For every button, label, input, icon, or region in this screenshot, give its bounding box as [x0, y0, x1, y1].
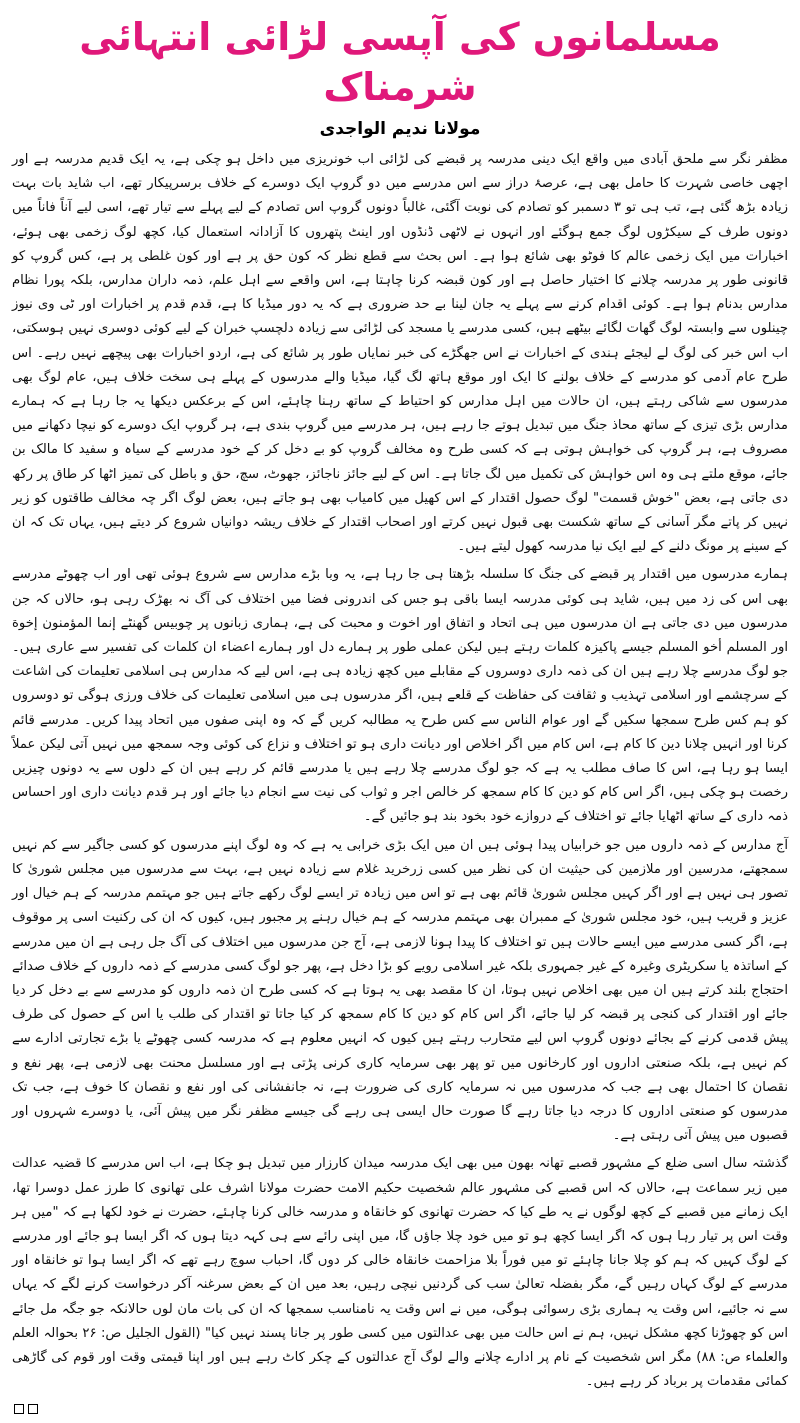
- article-paragraph: ہمارے مدرسوں میں اقتدار پر قبضے کی جنگ کا سلسلہ بڑھتا ہی جا رہا ہے، یہ وبا بڑے مدارس سے شروع ہوئی تھی اور اب چھوٹے مدرسے بھی اس کی زد میں ہیں، شاید ہی کوئی مدرسہ ایسا باقی ہو جس کی اندرونی فضا میں اختلاف کی آگ نہ بھڑک رہی ہو، حالاں کہ جن مدرسوں میں دی جاتی ہے ان مدرسوں میں ہی اتحاد و اتفاق اور اخوت و محبت کی ہے، ہماری زبانوں پر چوبیس گھنٹے إنما المؤمنون إخوة اور المسلم أخو المسلم جیسے پاکیزہ کلمات رہتے ہیں لیکن عملی طور پر ہمارے دل اور ہمارے اعضاء ان کلمات کی تفسیر سے عاری ہیں۔ جو لوگ مدرسے چلا رہے ہیں ان کی ذمہ داری دوسروں کے مقابلے میں کچھ زیادہ ہی ہے، اس لیے کہ مدارس ہی اسلامی تعلیمات کی اشاعت کے سرچشمے اور اسلامی تہذیب و ثقافت کی حفاظت کے قلعے ہیں، اگر مدرسوں ہی میں اسلامی تعلیمات کی خلاف ورزی ہوگی تو دوسروں کو ہم کس طرح سمجھا سکیں گے اور عوام الناس سے کس طرح یہ مطالبہ کریں گے کہ وہ اپنی صفوں میں اتحاد پیدا کریں۔ مدرسے قائم کرنا اور انہیں چلانا دین کا کام ہے، اس کام میں اگر اخلاص اور دیانت داری ہو تو اختلاف و نزاع کی کوئی وجہ سمجھ میں نہیں آتی لیکن عملاً ایسا ہو رہا ہے، اس کا صاف مطلب یہ ہے کہ جو لوگ مدرسے چلا رہے ہیں یا مدرسے قائم کر رہے ہیں ان کے دلوں سے یہ دونوں چیزیں رخصت ہو چکی ہیں، اگر اس کام کو دین کا کام سمجھ کر خالص اجر و ثواب کی نیت سے انجام دیا جائے اور ہر قدم دیانت داری اور احساس ذمہ داری کے ساتھ اٹھایا جائے تو اختلاف کے دروازے خود بخود بند ہو جائیں گے۔: [12, 567, 788, 825]
- article-paragraph: مظفر نگر سے ملحق آبادی میں واقع ایک دینی مدرسہ پر قبضے کی لڑائی اب خونریزی میں داخل ہو چکی ہے، یہ ایک قدیم مدرسہ ہے اور اچھی خاصی شہرت کا حامل بھی ہے، عرصۂ دراز سے اس مدرسے میں دو گروپ ایک دوسرے کے خلاف برسرپیکار تھے، اب شاید بات بہت زیادہ بڑھ گئی ہے، تب ہی تو ۳ دسمبر کو تصادم کی نوبت آگئی، غالباً دونوں گروپ اس تصادم کے لیے پہلے سے تیار تھے، اسی لیے آناً فاناً میں دونوں طرف کے سیکڑوں لوگ جمع ہوگئے اور انہوں نے لاٹھی ڈنڈوں اور اینٹ پتھروں کا آزادانہ استعمال کیا، کچھ لوگ زخمی بھی ہوئے، اخبارات میں ایک زخمی عالم کا فوٹو بھی شائع ہوا ہے۔ اس بحث سے قطع نظر کہ کون حق پر ہے اور کون غلطی پر ہے، کس گروپ کو قانونی طور پر مدرسہ چلانے کا اختیار حاصل ہے اور کون قبضہ کرنا چاہتا ہے، اس واقعے سے اہل علم، ذمہ داران مدارس، بلکہ پورا نظام مدارس بدنام ہوا ہے۔ کوئی اقدام کرنے سے پہلے یہ جان لینا بے حد ضروری ہے کہ یہ دور میڈیا کا ہے، قدم قدم پر اخبارات اور ٹی وی نیوز چینلوں سے وابستہ لوگ گھات لگائے بیٹھے ہیں، کسی مدرسے یا مسجد کی لڑائی سے زیادہ دلچسپ خبران کے لیے کوئی دوسری نہیں ہوسکتی، اب اس خبر کی لوگ لے لیجئے ہندی کے اخبارات نے اس جھگڑے کی خبر نمایاں طور پر شائع کی ہے، اردو اخبارات بھی پیچھے نہیں رہے۔ اس طرح عام آدمی کو مدرسے کے خلاف بولنے کا ایک اور موقع ہاتھ لگ گیا، میڈیا والے مدرسوں کے پہلے ہی سخت خلاف ہیں، عام لوگ بھی مدرسوں سے شاکی رہتے ہیں، ان حالات میں اہل مدارس کو احتیاط کے ساتھ رہنا چاہئے، اس کے برعکس دیکھا یہ جا رہا ہے کہ ہمارے مدارس بڑی تیزی کے ساتھ محاذ جنگ میں تبدیل ہوتے جا رہے ہیں، ہر مدرسے میں گروپ بندی ہے، ہر گروپ ایک دوسرے کو نیچا دکھانے میں مصروف ہے، ہر گروپ کی خواہش ہوتی ہے کہ کسی طرح وہ مخالف گروپ کو بے دخل کر کے خود مدرسے کے سیاہ و سفید کا مالک بن جائے، موقع ملتے ہی وہ اس خواہش کی تکمیل میں لگ جاتا ہے۔ اس کے لیے جائز ناجائز، جھوٹ، سچ، حق و باطل کی تمیز اٹھا کر طاق پر رکھ دی جاتی ہے، بعض "خوش قسمت" لوگ حصول اقتدار کے اس کھیل میں کامیاب بھی ہو جاتے ہیں، بعض لوگ اگر چہ مخالف طاقتوں کو زیر نہیں کر پاتے مگر آسانی کے ساتھ شکست بھی قبول نہیں کرتے اور اصحاب اقتدار کے خلاف ریشہ دوانیاں شروع کر دیتے ہیں، یہاں تک کہ ان کے سینے پر مونگ دلنے کے لیے ایک نیا مدرسہ کھول لیتے ہیں۔: [12, 152, 789, 555]
- end-box-icon: [28, 1404, 38, 1414]
- article-paragraph: گذشتہ سال اسی ضلع کے مشہور قصبے تھانہ بھون میں بھی ایک مدرسہ میدان کارزار میں تبدیل ہو چکا ہے، اب اس مدرسے کا قضیہ عدالت میں زیر سماعت ہے، حالاں کہ اس قصبے کی مشہور عالم شخصیت حکیم الامت حضرت مولانا اشرف علی تھانوی کا طرز عمل دوسرا تھا، ایک زمانے میں قصبے کے کچھ لوگوں نے یہ طے کیا کہ حضرت تھانوی کو خانقاہ و مدرسہ خالی کرنا چاہئے، حضرت نے خود لکھا ہے کہ "میں ہر وقت اس پر تیار رہا ہوں کہ اگر ایسا کچھ ہو تو میں خود چلا جاؤں گا، میں اپنی رائے سے ہی کہہ دیتا ہوں کہ اگر ایسا ہو جائے اور مدرسے کے لوگ کہیں کہ ہم کو چلا جانا چاہئے تو میں فوراً بلا مزاحمت خانقاہ خالی کر دوں گا، احباب سوچ رہے تھے کہ اگر ایسا ہوا تو خانقاہ اور مدرسے کے لوگ کہاں رہیں گے، مگر بفضلہ تعالیٰ سب کی گردنیں نیچی رہیں، بعد میں ان کے بعض سرغنہ آکر درخواست کرنے لگے کہ یہاں سے نہ جائیے، اس وقت یہ ہماری بڑی رسوائی ہوگی، میں نے اس وقت یہ نامناسب سمجھا کہ ان کی بات مان لوں حالانکہ جو جگہ مل جائے اس کو چھوڑنا کچھ مشکل نہیں، ہم نے اس حالت میں بھی عدالتوں میں کسی طور پر جانا پسند نہیں کیا" (القول الجلیل ص: ۲۶ بحوالہ العلم والعلماء ص: ۸۸) مگر اس شخصیت کے نام پر ادارے چلانے والے لوگ آج عدالتوں کے چکر کاٹ رہے ہیں اور اپنا قیمتی وقت اور قوم کی گاڑھی کمائی مقدمات پر برباد کر رہے ہیں۔: [12, 1156, 788, 1390]
- article-headline: مسلمانوں کی آپسی لڑائی انتہائی شرمناک: [79, 15, 721, 109]
- article-paragraph: آج مدارس کے ذمہ داروں میں جو خرابیاں پیدا ہوئی ہیں ان میں ایک بڑی خرابی یہ ہے کہ وہ لوگ اپنے مدرسوں کو کسی جاگیر سے کم نہیں سمجھتے، مدرسین اور ملازمین کی حیثیت ان کی نظر میں کسی زرخرید غلام سے زیادہ نہیں ہے، بہت سے مدرسوں میں مجلس شوریٰ کا تصور ہی نہیں ہے اور اگر کہیں مجلس شوریٰ قائم بھی ہے تو اس میں زیادہ تر ایسے لوگ رکھے جاتے ہیں جو مہتمم مدرسہ کے ہم خیال اور عزیز و قریب ہیں، خود مجلس شوریٰ کے ممبران بھی مہتمم مدرسہ کے ہم خیال رہنے پر مجبور ہیں، کیوں کہ ان کی رکنیت اسی پر موقوف ہے، اگر کسی مدرسے میں ایسے حالات ہیں تو اختلاف کا پیدا ہونا لازمی ہے، آج جن مدرسوں میں اختلاف کی آگ جل رہی ہے ان میں مدرسے کے اساتذہ یا سکریٹری وغیرہ کے غیر جمہوری بلکہ غیر اسلامی رویے کو بڑا دخل ہے، پھر جو لوگ کسی مدرسے کے ذمہ داروں کے خلاف صدائے احتجاج بلند کرتے ہیں ان میں بھی اخلاص نہیں ہوتا، ان کا مقصد بھی یہ ہوتا ہے کہ کسی طرح ان ذمہ داروں کو مدرسے سے بے دخل کر دیا جائے اور اقتدار کی کنجی پر قبضہ کر لیا جائے، اگر اس کام کو دین کا کام سمجھ کر کیا جاتا تو اقتدار کی طلب یا اس کے حصول کی طرف پیش قدمی کرنے کے بجائے دونوں گروپ اس لیے متحارب رہتے ہیں کیوں کہ انہیں معلوم ہے کہ مدرسہ کسی چھوٹے یا بڑے تجارتی ادارے سے کم نہیں ہے، بلکہ صنعتی اداروں اور کارخانوں میں تو پھر بھی سرمایہ کاری کرنی پڑتی ہے اور مسلسل محنت بھی لازمی ہے، پھر نفع و نقصان کا احتمال بھی ہے جب کہ مدرسوں میں نہ سرمایہ کاری کی ضرورت ہے، نہ جانفشانی کی اور نفع و نقصان کا خوف ہے، جب تک مدرسوں کو صنعتی اداروں کا درجہ دیا جاتا رہے گا صورت حال ایسی ہی رہے گی جیسے مظفر نگر میں پیش آئی، یا دوسرے شہروں اور قصبوں میں پیش آتی رہتی ہے۔: [12, 837, 788, 1144]
- article-end-marks: [12, 1398, 788, 1422]
- article-body: [12, 148, 788, 1423]
- article-byline: مولانا ندیم الواجدی: [319, 119, 481, 139]
- end-box-icon: [14, 1404, 24, 1414]
